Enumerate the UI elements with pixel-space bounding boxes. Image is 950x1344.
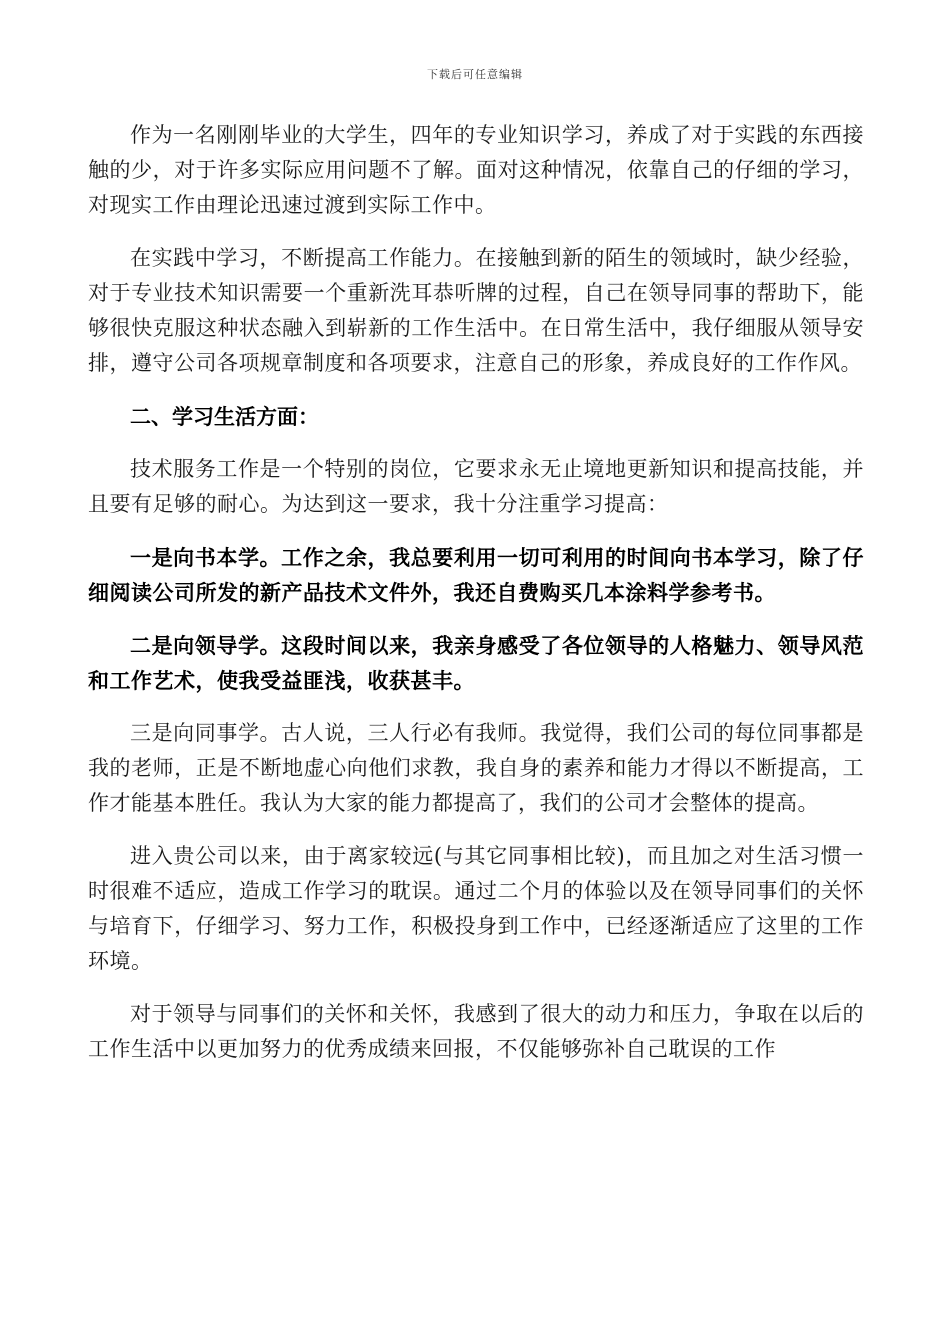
paragraph-intro: 作为一名刚刚毕业的大学生，四年的专业知识学习，养成了对于实践的东西接触的少，对于许多实际应用问题不了解。面对这种情况，依靠自己的仔细的学习，对现实工作由理论迅速过渡到实际工作中。: [88, 123, 864, 217]
page-header-note: 下载后可任意编辑: [427, 68, 523, 81]
paragraph-adaptation: 进入贵公司以来，由于离家较远(与其它同事相比较)，而且加之对生活习惯一时很难不适应，造成工作学习的耽误。通过二个月的体验以及在领导同事们的关怀与培育下，仔细学习、努力工作，积极投身到工作中，已经逐渐适应了这里的工作环境。: [88, 844, 864, 973]
section-heading-study-life: 二、学习生活方面：: [130, 404, 319, 429]
paragraph-learn-from-leaders: 二是向领导学。这段时间以来，我亲身感受了各位领导的人格魅力、领导风范和工作艺术，使我受益匪浅，收获甚丰。: [88, 633, 864, 693]
paragraph-practice: 在实践中学习，不断提高工作能力。在接触到新的陌生的领域时，缺少经验，对于专业技术知识需要一个重新洗耳恭听牌的过程，自己在领导同事的帮助下，能够很快克服这种状态融入到崭新的工作生活中。在日常生活中，我仔细服从领导安排，遵守公司各项规章制度和各项要求，注意自己的形象，养成良好的工作作风。: [88, 246, 864, 375]
paragraph-learn-from-books: 一是向书本学。工作之余，我总要利用一切可利用的时间向书本学习，除了仔细阅读公司所发的新产品技术文件外，我还自费购买几本涂料学参考书。: [88, 545, 864, 605]
paragraph-gratitude: 对于领导与同事们的关怀和关怀，我感到了很大的动力和压力，争取在以后的工作生活中以更加努力的优秀成绩来回报，不仅能够弥补自己耽误的工作: [88, 1002, 864, 1061]
document-body: [88, 118, 864, 1085]
paragraph-learn-from-colleagues: 三是向同事学。古人说，三人行必有我师。我觉得，我们公司的每位同事都是我的老师，正是不断地虚心向他们求教，我自身的素养和能力才得以不断提高，工作才能基本胜任。我认为大家的能力都提高了，我们的公司才会整体的提高。: [88, 721, 864, 815]
paragraph-tech-service: 技术服务工作是一个特别的岗位，它要求永无止境地更新知识和提高技能，并且要有足够的耐心。为达到这一要求，我十分注重学习提高：: [88, 457, 864, 516]
